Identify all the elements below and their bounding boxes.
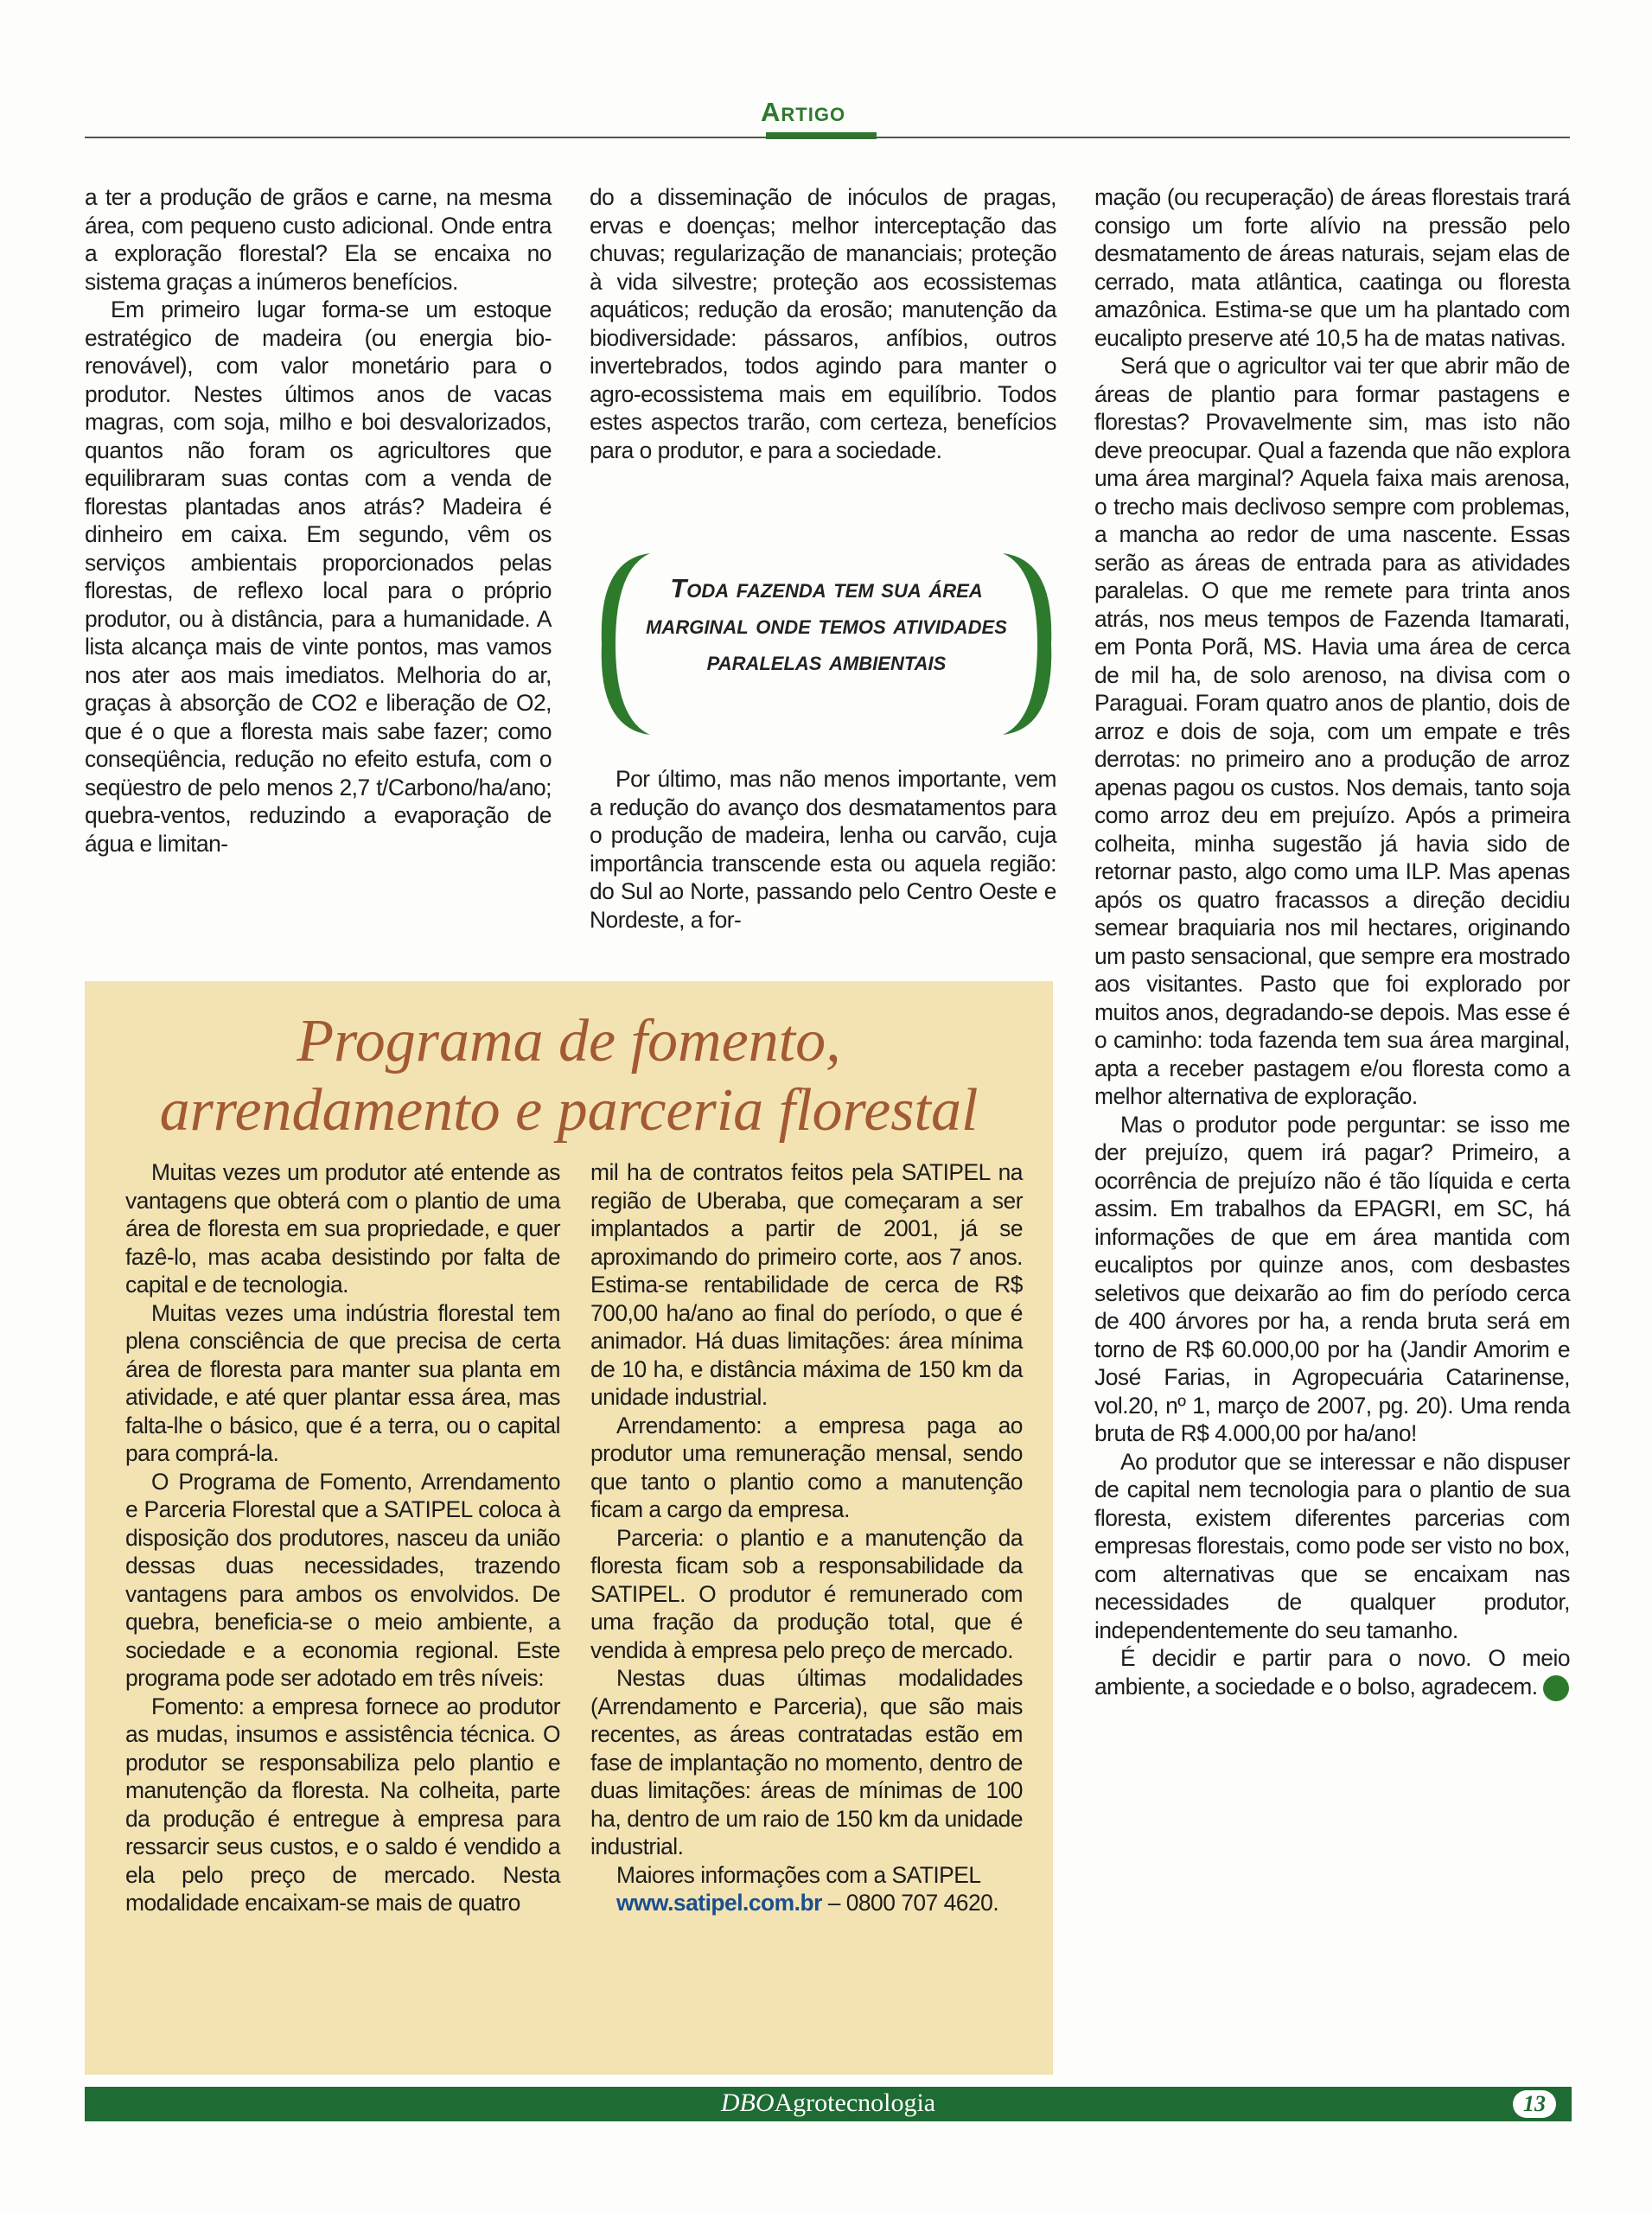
article-column-3 [1094,183,1570,1701]
article-column-1 [85,183,552,858]
paragraph: Será que o agricultor vai ter que abrir mão de áreas de plantio para formar pastagens e florestas? Provavelmente sim, mas isto não deve preocupar. Qual a fazenda que não explora uma área marginal? Aquela faixa mais arenosa, o trecho mais declivoso sempre com problemas, a mancha ao redor de uma nascente. Essas serão as áreas de entrada para as atividades paralelas. O que me remete para trinta anos atrás, nos meus tempos de Fazenda Itamarati, em Ponta Porã, MS. Havia uma área de cerca de mil ha, de solo arenoso, na divisa com o Paraguai. Foram quatro anos de plantio, dois de arroz e dois de soja, com um empate e três derrotas: no primeiro ano a produção de arroz apenas pagou os custos. Nos demais, tanto soja como arroz deu em prejuízo. Após a primeira colheita, minha sugestão já havia sido de retornar pasto, algo como uma ILP. Mas apenas após os quatro fracassos a direção decidiu semear braquiaria nos mil hectares, originando um pasto sensacional, que sempre era mostrado aos visitantes. Pasto que foi explorado por muitos anos, degradando-se depois. Mas esse é o caminho: toda fazenda tem sua área marginal, apta a receber pastagem e/ou floresta como a melhor alternativa de exploração. [1094,353,1570,1109]
satipel-link[interactable]: www.satipel.com.br [616,1890,822,1916]
footer-brand-rest: Agrotecnologia [774,2089,936,2117]
paragraph: Ao produtor que se interessar e não dispuser de capital nem tecnologia para o plantio de sua floresta, existem diferentes parcerias com empresas florestais, como pode ser visto no box, com alternativas que se encaixam nas necessidades de qualquer produtor, independentemente do seu tamanho. [1094,1448,1570,1643]
header-rule [85,137,1570,138]
paragraph: Por último, mas não menos importante, vem a redução do avanço dos desmatamentos para o produção de madeira, lenha ou carvão, cuja importância transcende esta ou aquela região: do Sul ao Norte, passando pelo Centro Oeste e Nordeste, a for- [590,766,1056,933]
contact-line [590,1889,1023,1917]
phone-number: – 0800 707 4620. [821,1890,999,1916]
footer-brand-dbo: DBO [720,2089,775,2117]
paragraph: Em primeiro lugar forma-se um estoque estratégico de madeira (ou energia bio-renovável), com valor monetário para o produtor. Nestes últimos anos de vacas magras, com soja, milho e boi desvalorizados, quantos não foram os agricultores que equilibraram suas contas com a venda de florestas plantadas anos atrás? Madeira é dinheiro em caixa. Em segundo, vêm os serviços ambientais proporcionados pelas florestas, de reflexo local para o próprio produtor, ou à distância, para a humanidade. A lista alcança mais de vinte pontos, mas vamos nos ater aos mais imediatos. Melhoria do ar, graças à absorção de CO2 e liberação de O2, que é o que a floresta mais sabe fazer; como conseqüência, redução no efeito estufa, com o seqüestro de pelo menos 2,7 t/Carbono/ha/ano; quebra-ventos, reduzindo a evaporação de água e limitan- [85,297,552,857]
pull-quote [598,546,1055,742]
paragraph: Mas o produtor pode perguntar: se isso me der prejuízo, quem irá pagar? Primeiro, a ocorrência de prejuízo não é tão líquida e certa assim. Em trabalhos da EPAGRI, em SC, há informações de que em área mantida com eucaliptos por quinze anos, com desbastes seletivos que deixarão ao fim do período cerca de 400 árvores por ha, a renda bruta será em torno de R$ 60.000,00 por ha (Jandir Amorim e José Farias, in Agropecuária Catarinense, vol.20, nº 1, março de 2007, pg. 20). Uma renda bruta de R$ 4.000,00 por ha/ano! [1094,1111,1570,1446]
section-label: Artigo [761,97,846,127]
paragraph: Arrendamento: a empresa paga ao produtor uma remuneração mensal, sendo que tanto o plantio como a manutenção ficam a cargo da empresa. [590,1412,1023,1522]
paragraph: Nestas duas últimas modalidades (Arrendamento e Parceria), que são mais recentes, as áreas contratadas estão em fase de implantação no momento, dentro de duas limitações: áreas de mínimas de 100 ha, dentro de um raio de 150 km da unidade industrial. [590,1665,1023,1859]
paragraph: mil ha de contratos feitos pela SATIPEL na região de Uberaba, que começaram a ser implantados a partir de 2001, já se aproximando do primeiro corte, aos 7 anos. Estima-se rentabilidade de cerca de R$ 700,00 ha/ano ao final do período, o que é animador. Há duas limitações: área mínima de 10 ha, e distância máxima de 150 km da unidade industrial. [590,1159,1023,1410]
page-number: 13 [1513,2090,1556,2118]
paragraph: Parceria: o plantio e a manutenção da floresta ficam sob a responsabilidade da SATIPEL. O produtor é remunerado com uma fração da produção total, que é vendida à empresa pelo preço de mercado. [590,1524,1023,1663]
paragraph: Maiores informações com a SATIPEL [616,1861,981,1888]
paragraph: do a disseminação de inóculos de pragas, ervas e doenças; melhor interceptação das chuvas; regularização de mananciais; proteção à vida silvestre; proteção aos ecossistemas aquáticos; redução da erosão; manutenção da biodiversidade: pássaros, anfíbios, outros invertebrados, todos agindo para manter o agro-ecossistema mais em equilíbrio. Todos estes aspectos trarão, com certeza, benefícios para o produtor, e para a sociedade. [590,184,1056,463]
box-title-line-1: Programa de fomento, [297,1008,841,1075]
footer-bar [85,2087,1572,2121]
sidebar-box [85,981,1053,2075]
paragraph: O Programa de Fomento, Arrendamento e Parceria Florestal que a SATIPEL coloca à disposição dos produtores, nasceu da união dessas duas necessidades, trazendo vantagens para ambos os envolvidos. De quebra, beneficia-se o meio ambiente, a sociedade e a economia regional. Este programa pode ser adotado em três níveis: [125,1468,560,1691]
closing-sentence: É decidir e partir para o novo. O meio ambiente, a sociedade e o bolso, agradecem. [1094,1645,1570,1700]
article-column-2 [590,183,1056,464]
paragraph: Fomento: a empresa fornece ao produtor as mudas, insumos e assistência técnica. O produtor se responsabiliza pelo plantio e manutenção da floresta. Na colheita, parte da produção é entregue à empresa para ressarcir seus custos, e o saldo é vendido a ela pelo preço de mercado. Nesta modalidade encaixam-se mais de quatro [125,1693,560,1916]
paragraph: mação (ou recuperação) de áreas florestais trará consigo um forte alívio na pressão pelo desmatamento de áreas naturais, sejam elas de cerrado, mata atlântica, caatinga ou floresta amazônica. Estima-se que um ha plantado com eucalipto preserve até 10,5 ha de matas nativas. [1094,184,1570,351]
box-column-1 [125,1158,560,1917]
footer-brand [85,2089,1572,2118]
box-title [85,1007,1053,1145]
article-column-2-continued [590,765,1056,934]
box-column-2 [590,1158,1023,1917]
paragraph [1094,1644,1570,1701]
paragraph: a ter a produção de grãos e carne, na mesma área, com pequeno custo adicional. Onde entra a exploração florestal? Ela se encaixa no sistema graças a inúmeros benefícios. [85,184,552,295]
pull-quote-text: Toda fazenda tem sua área marginal onde temos atividades paralelas ambientais [646,573,1007,676]
box-title-line-2: arrendamento e parceria florestal [159,1077,979,1144]
end-mark-icon [1543,1675,1569,1701]
paragraph: Muitas vezes um produtor até entende as vantagens que obterá com o plantio de uma área de floresta em sua propriedade, e quer fazê-lo, mas acaba desistindo por falta de capital e de tecnologia. [125,1159,560,1298]
paragraph: Muitas vezes uma indústria florestal tem plena consciência de que precisa de certa área de floresta para manter sua planta em atividade, e até quer plantar essa área, mas falta-lhe o básico, que é a terra, ou o capital para comprá-la. [125,1299,560,1466]
